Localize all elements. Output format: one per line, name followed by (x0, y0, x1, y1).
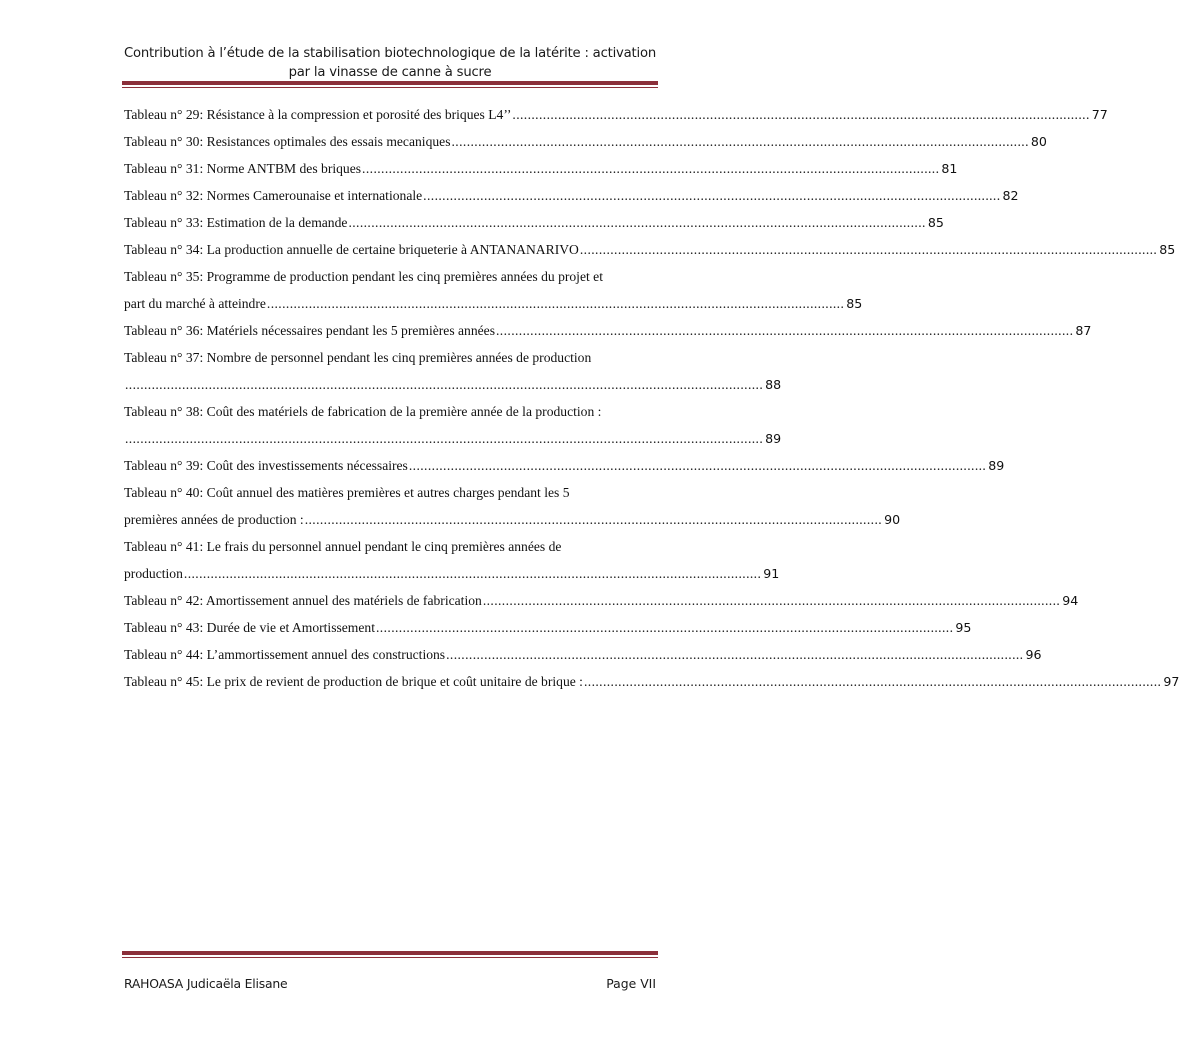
toc-entry[interactable] (124, 641, 1042, 668)
footer-rule-thick (122, 951, 658, 955)
toc-entry-page: 89 (988, 458, 1005, 473)
toc-entry-title-cont: production (124, 566, 183, 581)
toc-leader: ........................................................................................................................................................................ (125, 431, 764, 446)
toc-entry-title: Tableau n° 35: Programme de production pendant les cinq premières années du projet et (124, 269, 603, 284)
toc-entry[interactable] (124, 182, 1019, 209)
toc-entry-title: Tableau n° 37: Nombre de personnel pendant les cinq premières années de production (124, 350, 592, 365)
toc-entry-line-2[interactable] (124, 560, 780, 587)
toc-entry-line-1[interactable] (124, 479, 656, 506)
toc-entry-line-2[interactable] (124, 425, 782, 452)
toc-entry[interactable] (124, 101, 1108, 128)
toc-entry-page: 77 (1091, 107, 1108, 122)
toc-entry-page: 94 (1062, 593, 1079, 608)
toc-entry-page: 96 (1025, 647, 1042, 662)
toc-entry-title-cont: part du marché à atteindre (124, 296, 266, 311)
toc-entry-line-1[interactable] (124, 398, 656, 425)
toc-entry-title: Tableau n° 38: Coût des matériels de fabrication de la première année de la production : (124, 404, 602, 419)
toc-entry-line-1[interactable] (124, 263, 656, 290)
toc-leader: ........................................................................................................................................................ (451, 134, 1029, 149)
toc-entry-page: 85 (846, 296, 863, 311)
toc-entry-page: 91 (763, 566, 780, 581)
toc-leader: ........................................................................................................................................................ (579, 242, 1158, 257)
header-title-line-1: Contribution à l’étude de la stabilisation biotechnologique de la latérite : activation (124, 46, 656, 61)
header-rule-thick (122, 81, 658, 85)
toc-entry-page: 88 (765, 377, 782, 392)
toc-entry[interactable] (124, 587, 1079, 614)
toc-entry[interactable] (124, 614, 972, 641)
toc-leader: ........................................................................................................................................................ (496, 323, 1074, 338)
header-title-line-2: par la vinasse de canne à sucre (288, 65, 492, 80)
toc-entry[interactable] (124, 128, 1047, 155)
toc-entry-page: 85 (1159, 242, 1176, 257)
toc-entry-page: 95 (955, 620, 972, 635)
toc-leader: ........................................................................................................................................................ (512, 107, 1090, 122)
toc-entry-line-2[interactable] (124, 371, 782, 398)
toc-leader: ........................................................................................................................................................ (446, 647, 1024, 662)
toc-entry-page: 97 (1163, 674, 1179, 689)
toc-entry[interactable] (124, 155, 958, 182)
toc-entry-title: Tableau n° 43: Durée de vie et Amortissement (124, 620, 375, 635)
toc-entry[interactable] (124, 317, 1092, 344)
toc-entry-title: Tableau n° 42: Amortissement annuel des matériels de fabrication (124, 593, 482, 608)
toc-entry[interactable] (124, 668, 1179, 695)
toc-entry-title: Tableau n° 44: L’ammortissement annuel des constructions (124, 647, 446, 662)
toc-leader: ........................................................................................................................................................ (183, 566, 762, 581)
toc-leader: ........................................................................................................................................................ (348, 215, 926, 230)
toc-entry-title: Tableau n° 33: Estimation de la demande (124, 215, 348, 230)
toc-leader: ........................................................................................................................................................ (408, 458, 987, 473)
toc-entry-title-cont: premières années de production : (124, 512, 304, 527)
toc-entry-title: Tableau n° 41: Le frais du personnel annuel pendant le cinq premières années de (124, 539, 562, 554)
toc-entry-page: 81 (941, 161, 958, 176)
toc-leader: ........................................................................................................................................................ (482, 593, 1061, 608)
header-rule-thin (122, 87, 658, 88)
toc-entry-page: 89 (765, 431, 782, 446)
toc-entry-title: Tableau n° 30: Resistances optimales des essais mecaniques (124, 134, 451, 149)
toc-leader: ........................................................................................................................................................ (362, 161, 940, 176)
toc-entry-page: 80 (1030, 134, 1047, 149)
toc-entry-page: 90 (884, 512, 901, 527)
toc-leader: ........................................................................................................................................................ (266, 296, 845, 311)
toc-entry[interactable] (124, 236, 1176, 263)
toc-entry-title: Tableau n° 40: Coût annuel des matières premières et autres charges pendant les 5 (124, 485, 570, 500)
footer-page-number: Page VII (606, 976, 656, 991)
toc-entry-line-2[interactable] (124, 290, 863, 317)
toc-entry-line-1[interactable] (124, 533, 656, 560)
toc-entry[interactable] (124, 452, 1005, 479)
toc-entry-line-2[interactable] (124, 506, 901, 533)
toc-entry-page: 87 (1075, 323, 1092, 338)
toc-entry-title: Tableau n° 29: Résistance à la compression et porosité des briques L4’’ (124, 107, 512, 122)
toc-leader: ........................................................................................................................................................ (376, 620, 954, 635)
toc-leader: ........................................................................................................................................................ (423, 188, 1001, 203)
toc-leader: ........................................................................................................................................................ (583, 674, 1162, 689)
list-of-tables (124, 101, 1179, 695)
toc-entry-title: Tableau n° 45: Le prix de revient de production de brique et coût unitaire de brique : (124, 674, 583, 689)
toc-entry-title: Tableau n° 39: Coût des investissements nécessaires (124, 458, 408, 473)
toc-entry-title: Tableau n° 34: La production annuelle de certaine briqueterie à ANTANANARIVO (124, 242, 579, 257)
toc-entry-page: 82 (1002, 188, 1019, 203)
footer-author: RAHOASA Judicaëla Elisane (124, 976, 288, 991)
page-header (122, 44, 658, 82)
toc-entry-title: Tableau n° 36: Matériels nécessaires pendant les 5 premières années (124, 323, 495, 338)
toc-leader: ........................................................................................................................................................ (304, 512, 883, 527)
toc-entry-page: 85 (927, 215, 944, 230)
toc-entry-title: Tableau n° 32: Normes Camerounaise et internationale (124, 188, 423, 203)
footer-rule-thin (122, 957, 658, 958)
toc-entry[interactable] (124, 209, 944, 236)
toc-leader: ........................................................................................................................................................................ (125, 377, 764, 392)
toc-entry-title: Tableau n° 31: Norme ANTBM des briques (124, 161, 362, 176)
toc-entry-line-1[interactable] (124, 344, 656, 371)
